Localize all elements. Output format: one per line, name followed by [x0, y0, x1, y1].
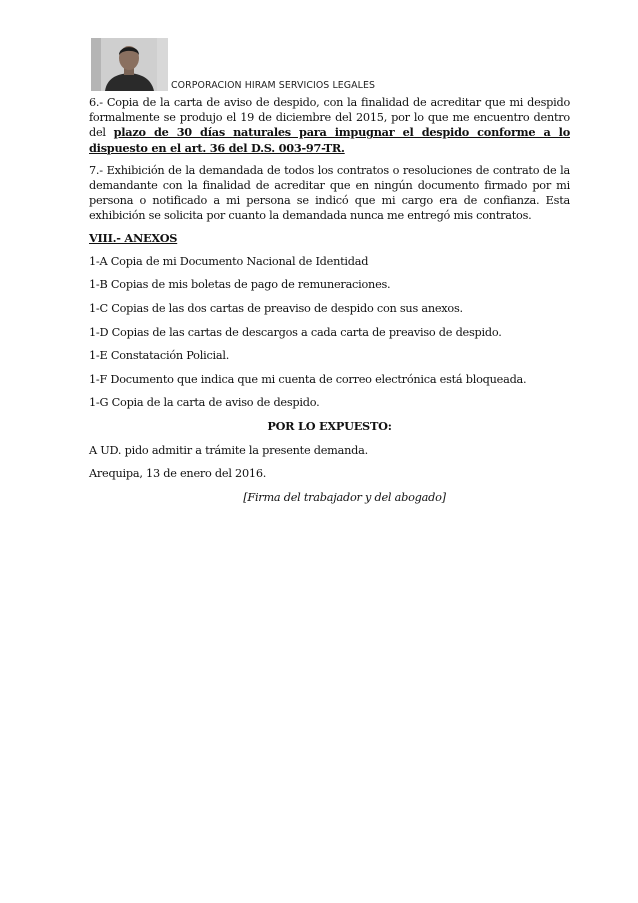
anexo-item-1g: 1-G Copia de la carta de aviso de despido.: [89, 396, 320, 410]
por-lo-expuesto-heading: POR LO EXPUESTO:: [267, 418, 392, 433]
item-6-text: 6.- Copia de la carta de aviso de despido, con la finalidad de acreditar que mi despido formalmente se produjo el 19 de diciembre del 2015, por lo que me encuentro dentro del: [89, 96, 570, 140]
profile-photo: [91, 38, 168, 91]
company-header: CORPORACION HIRAM SERVICIOS LEGALES: [171, 80, 376, 91]
document-body: [89, 95, 570, 512]
anexo-item-1d: 1-D Copias de las cartas de descargos a cada carta de preaviso de despido.: [89, 325, 502, 339]
item-6-legal-reference: plazo de 30 días naturales para impugnar el despido conforme a lo dispuesto en el art. 36 del D.S. 003-97-TR.: [89, 125, 570, 155]
request-text: A UD. pido admitir a trámite la presente demanda.: [89, 443, 368, 457]
anexo-item-1e: 1-E Constatación Policial.: [89, 349, 230, 363]
signature-placeholder: [Firma del trabajador y del abogado]: [243, 490, 446, 504]
place-date: Arequipa, 13 de enero del 2016.: [89, 467, 267, 481]
anexo-item-1f: 1-F Documento que indica que mi cuenta de correo electrónica está bloqueada.: [89, 372, 527, 386]
anexo-item-1a: 1-A Copia de mi Documento Nacional de Identidad: [89, 254, 369, 268]
anexo-item-1c: 1-C Copias de las dos cartas de preaviso de despido con sus anexos.: [89, 302, 463, 316]
item-6-paragraph: [89, 95, 570, 156]
anexos-list: [89, 254, 570, 411]
item-7-paragraph: 7.- Exhibición de la demandada de todos los contratos o resoluciones de contrato de la demandante con la finalidad de acreditar que en ningún documento firmado por mi persona o notificado a mi persona se indicó que mi cargo era de confianza. Esta exhibición se solicita por cuanto la demandada nunca me entregó mis contratos.: [89, 163, 570, 223]
anexo-item-1b: 1-B Copias de mis boletas de pago de remuneraciones.: [89, 278, 391, 292]
anexos-heading: VIII.- ANEXOS: [89, 230, 178, 245]
